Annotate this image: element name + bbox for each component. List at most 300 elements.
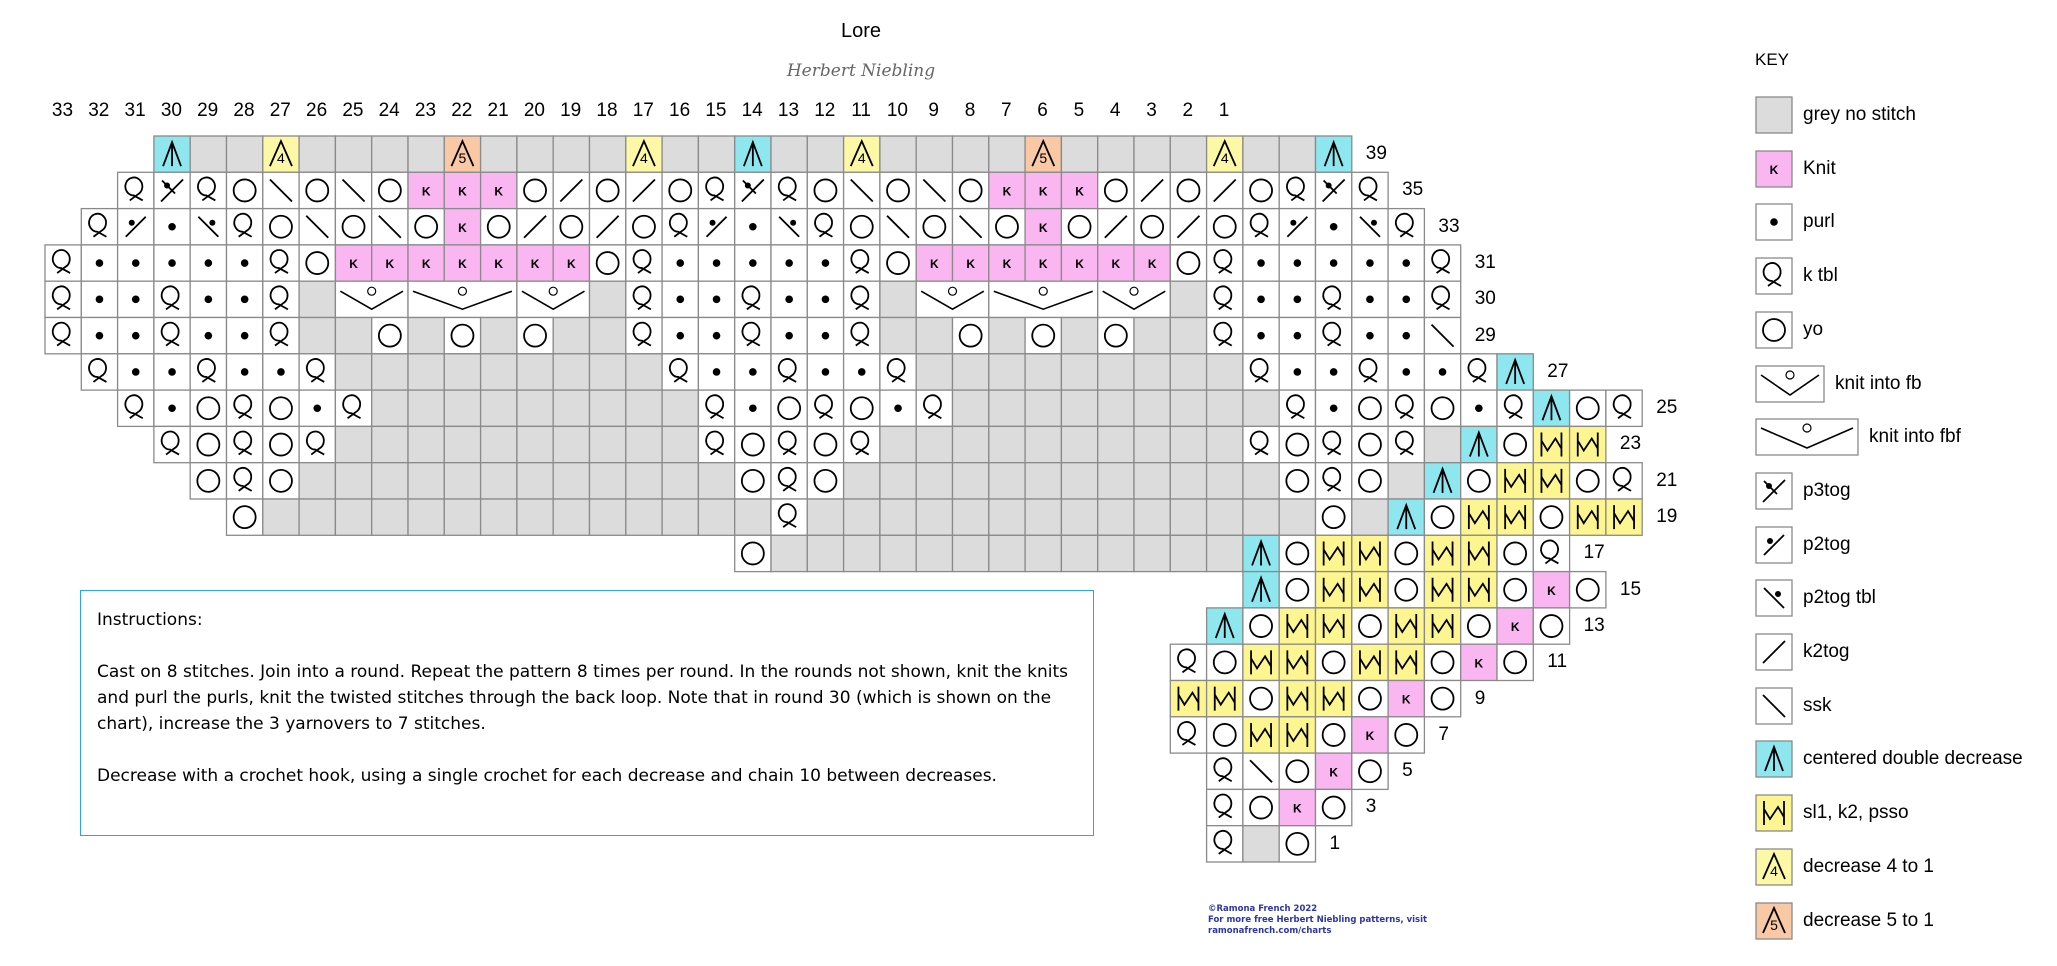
column-number: 16 [669, 100, 691, 121]
stitch-cell [1243, 209, 1279, 245]
row-label: 17 [1583, 542, 1605, 564]
stitch-cell [154, 281, 190, 317]
chart-row [154, 136, 1352, 172]
column-number: 21 [487, 100, 509, 121]
stitch-cell [190, 172, 226, 208]
stitch-cell [807, 463, 843, 499]
stitch-cell [1170, 281, 1206, 317]
stitch-cell [1497, 499, 1533, 535]
stitch-cell [735, 172, 771, 208]
row-label: 27 [1547, 360, 1569, 382]
stitch-cell [227, 136, 263, 172]
stitch-cell [263, 209, 299, 245]
stitch-cell [807, 390, 843, 426]
stitch-cell [1134, 463, 1170, 499]
stitch-cell [698, 172, 734, 208]
stitch-cell [662, 136, 698, 172]
stitch-cell [590, 463, 626, 499]
column-number: 29 [197, 100, 219, 121]
stitch-cell [1352, 354, 1388, 390]
row-label: 33 [1438, 215, 1460, 237]
row-label: 5 [1402, 760, 1413, 782]
knit-letter: K [1075, 257, 1084, 272]
stitch-cell [263, 354, 299, 390]
stitch-cell [517, 354, 553, 390]
stitch-cell [844, 390, 880, 426]
column-number: 10 [886, 100, 908, 121]
key-label: k tbl [1803, 265, 1838, 287]
stitch-cell [953, 426, 989, 462]
stitch-cell [1424, 681, 1460, 717]
key-label: decrease 4 to 1 [1803, 855, 1934, 877]
stitch-cell [481, 318, 517, 354]
stitch-cell [989, 535, 1025, 571]
stitch-cell [771, 390, 807, 426]
stitch-cell [1170, 209, 1206, 245]
stitch-cell [1061, 426, 1097, 462]
stitch-cell [662, 245, 698, 281]
stitch-cell [1497, 608, 1533, 644]
knit-letter: K [1293, 801, 1302, 816]
stitch-cell [953, 535, 989, 571]
stitch-cell [1533, 572, 1569, 608]
stitch-cell [735, 535, 771, 571]
column-number: 7 [1001, 100, 1012, 121]
stitch-cell [916, 535, 952, 571]
stitch-cell [1316, 136, 1352, 172]
stitch-cell [1497, 572, 1533, 608]
stitch-cell [1170, 172, 1206, 208]
stitch-cell [698, 136, 734, 172]
stitch-cell [1279, 608, 1315, 644]
stitch-cell [1207, 681, 1243, 717]
stitch-cell [880, 209, 916, 245]
stitch-cell [263, 281, 299, 317]
stitch-cell [517, 390, 553, 426]
stitch-cell [626, 426, 662, 462]
stitch-cell [1424, 354, 1460, 390]
stitch-cell [444, 318, 480, 354]
knit-letter: K [1329, 765, 1338, 780]
stitch-cell [1207, 753, 1243, 789]
stitch-cell [844, 463, 880, 499]
stitch-cell [1316, 572, 1352, 608]
stitch-cell [517, 136, 553, 172]
stitch-cell [1316, 281, 1352, 317]
key-label: grey no stitch [1803, 104, 1916, 125]
column-number: 20 [523, 100, 545, 121]
stitch-cell [1388, 354, 1424, 390]
stitch-cell [771, 281, 807, 317]
column-number: 24 [378, 100, 400, 121]
stitch-cell [1461, 354, 1497, 390]
stitch-cell [1207, 136, 1243, 172]
key-symbol [1755, 848, 1793, 886]
stitch-cell [299, 136, 335, 172]
stitch-cell [1098, 499, 1134, 535]
stitch-cell [953, 463, 989, 499]
stitch-cell [1207, 245, 1243, 281]
stitch-cell [844, 535, 880, 571]
stitch-cell [771, 245, 807, 281]
stitch-cell [1134, 136, 1170, 172]
stitch-cell [989, 245, 1025, 281]
stitch-cell [989, 463, 1025, 499]
row-label: 35 [1402, 179, 1424, 201]
stitch-cell [953, 354, 989, 390]
stitch-cell [1570, 463, 1606, 499]
stitch-cell [154, 172, 190, 208]
chart-row [45, 281, 1461, 317]
stitch-cell [698, 245, 734, 281]
stitch-cell [1279, 499, 1315, 535]
column-number: 33 [51, 100, 74, 121]
stitch-cell [844, 209, 880, 245]
stitch-cell [662, 499, 698, 535]
column-number: 13 [777, 100, 800, 121]
stitch-cell [118, 172, 154, 208]
stitch-cell [190, 209, 226, 245]
stitch-cell [118, 354, 154, 390]
stitch-cell [1533, 535, 1569, 571]
chart-row [118, 390, 1643, 426]
chart-row [1207, 789, 1352, 825]
stitch-cell [1279, 390, 1315, 426]
stitch-cell [335, 318, 371, 354]
stitch-cell [154, 390, 190, 426]
stitch-cell [1352, 608, 1388, 644]
key-symbol [1755, 311, 1793, 349]
stitch-cell [807, 354, 843, 390]
stitch-cell [481, 426, 517, 462]
stitch-cell [444, 209, 480, 245]
column-number: 26 [306, 100, 328, 121]
stitch-cell [299, 499, 335, 535]
stitch-cell [1243, 789, 1279, 825]
stitch-cell [1134, 390, 1170, 426]
stitch-cell [1279, 826, 1315, 862]
key-symbol [1755, 472, 1793, 510]
row-label: 11 [1547, 651, 1568, 673]
stitch-cell [880, 172, 916, 208]
stitch-cell [807, 281, 843, 317]
stitch-cell [1170, 499, 1206, 535]
stitch-cell [154, 245, 190, 281]
stitch-cell [481, 172, 517, 208]
column-number: 9 [928, 100, 939, 121]
stitch-cell [408, 209, 444, 245]
key-symbol [1755, 794, 1793, 832]
chart-row [45, 245, 1461, 281]
knit-letter: K [494, 184, 504, 199]
stitch-cell [190, 354, 226, 390]
knit-letter: K [458, 184, 467, 199]
key-symbol [1755, 526, 1793, 564]
stitch-cell [372, 136, 408, 172]
stitch-cell [1388, 209, 1424, 245]
stitch-cell [1352, 644, 1388, 680]
chart-row [190, 463, 1642, 499]
chart-row [1207, 608, 1570, 644]
stitch-cell [1243, 318, 1279, 354]
stitch-cell [1243, 463, 1279, 499]
stitch-cell [1279, 209, 1315, 245]
column-number: 12 [814, 100, 836, 121]
column-number: 1 [1218, 100, 1230, 121]
stitch-cell [1025, 499, 1061, 535]
knit-letter: K [458, 220, 467, 235]
stitch-cell [735, 318, 771, 354]
stitch-cell [1570, 390, 1606, 426]
knit-letter: K [349, 257, 358, 272]
stitch-cell [1098, 354, 1134, 390]
stitch-cell [844, 318, 880, 354]
stitch-cell [1388, 644, 1424, 680]
stitch-cell [1061, 136, 1097, 172]
stitch-cell [807, 245, 843, 281]
dec-number: 4 [857, 150, 866, 167]
column-number: 19 [560, 100, 582, 121]
stitch-cell [1025, 426, 1061, 462]
stitch-cell [372, 463, 408, 499]
stitch-cell [444, 245, 480, 281]
key-label: purl [1803, 211, 1835, 233]
knit-letter: K [966, 257, 975, 272]
stitch-cell [553, 245, 589, 281]
key-label: p2tog [1803, 533, 1851, 555]
stitch-cell [1424, 535, 1460, 571]
row-label: 23 [1619, 433, 1642, 455]
stitch-cell [953, 390, 989, 426]
stitch-cell [444, 172, 480, 208]
stitch-cell [771, 136, 807, 172]
stitch-cell [698, 463, 734, 499]
stitch-cell [1424, 390, 1460, 426]
stitch-cell [553, 463, 589, 499]
row-label: 29 [1474, 324, 1496, 346]
stitch-cell [916, 354, 952, 390]
column-number: 4 [1109, 100, 1121, 121]
stitch-cell [953, 245, 989, 281]
stitch-cell [118, 318, 154, 354]
stitch-cell [626, 390, 662, 426]
stitch-cell [1316, 390, 1352, 426]
dec-number: 5 [1039, 150, 1048, 167]
stitch-cell [1134, 499, 1170, 535]
stitch-cell [553, 354, 589, 390]
stitch-cell [1025, 535, 1061, 571]
stitch-cell [1098, 209, 1134, 245]
stitch-cell [1279, 535, 1315, 571]
column-number: 31 [124, 100, 146, 121]
stitch-cell [1316, 463, 1352, 499]
stitch-cell [1170, 245, 1206, 281]
stitch-cell [880, 499, 916, 535]
stitch-cell [299, 463, 335, 499]
stitch-cell [844, 426, 880, 462]
stitch-cell [1570, 499, 1606, 535]
stitch-cell [227, 354, 263, 390]
stitch-cell [662, 318, 698, 354]
chart-row [154, 426, 1606, 462]
stitch-cell [844, 499, 880, 535]
stitch-cell [1243, 390, 1279, 426]
stitch-cell [953, 136, 989, 172]
chart-row [81, 209, 1424, 245]
stitch-cell [408, 499, 444, 535]
stitch-cell [1061, 354, 1097, 390]
stitch-cell [1424, 644, 1460, 680]
stitch-cell [1098, 245, 1134, 281]
stitch-cell [771, 463, 807, 499]
stitch-cell [1134, 535, 1170, 571]
stitch-cell [299, 172, 335, 208]
column-number: 17 [632, 100, 654, 121]
stitch-cell [590, 281, 626, 317]
stitch-cell [1207, 390, 1243, 426]
stitch-cell [590, 390, 626, 426]
stitch-cell [880, 136, 916, 172]
stitch-cell [735, 281, 771, 317]
stitch-cell [408, 463, 444, 499]
stitch-cell [299, 245, 335, 281]
stitch-cell [299, 318, 335, 354]
column-number: 2 [1182, 100, 1194, 121]
stitch-cell [1424, 608, 1460, 644]
stitch-cell [408, 318, 444, 354]
key-title: KEY [1755, 50, 1790, 69]
stitch-cell [1170, 390, 1206, 426]
stitch-cell [444, 463, 480, 499]
column-number: 5 [1073, 100, 1085, 121]
stitch-cell [662, 172, 698, 208]
stitch-cell [1497, 463, 1533, 499]
stitch-cell [1061, 245, 1097, 281]
stitch-cell [45, 281, 81, 317]
key-label: p3tog [1803, 479, 1851, 501]
stitch-cell [1207, 209, 1243, 245]
stitch-cell [1279, 572, 1315, 608]
knit-letter: K [1002, 257, 1012, 272]
stitch-cell [1388, 535, 1424, 571]
dec-number: 4 [640, 150, 648, 167]
stitch-cell [1352, 426, 1388, 462]
key-label: knit into fbf [1869, 426, 1961, 448]
stitch-cell [771, 318, 807, 354]
stitch-cell [81, 318, 117, 354]
stitch-cell [1279, 426, 1315, 462]
stitch-cell [590, 354, 626, 390]
stitch-cell [1533, 463, 1569, 499]
stitch-cell [154, 318, 190, 354]
instructions-para-1: Cast on 8 stitches. Join into a round. Repeat the pattern 8 times per round. In the rounds not shown, knit the knits and purl the purls, knit the twisted stitches through the back loop. Note that in round 30 (which is shown on the chart), increase the 3 yarnovers to 7 stitches. [97, 662, 1069, 734]
stitch-cell [735, 426, 771, 462]
stitch-cell [81, 354, 117, 390]
column-number: 15 [705, 100, 727, 121]
key-symbol [1755, 740, 1793, 778]
stitch-cell [1170, 426, 1206, 462]
key-symbol [1755, 257, 1793, 295]
stitch-cell [880, 426, 916, 462]
stitch-cell [1424, 499, 1460, 535]
stitch-cell [1243, 572, 1279, 608]
stitch-cell [190, 390, 226, 426]
stitch-cell [989, 318, 1025, 354]
stitch-cell [517, 245, 553, 281]
stitch-cell [1061, 318, 1097, 354]
stitch-cell [1243, 826, 1279, 862]
stitch-cell [1316, 644, 1352, 680]
stitch-cell [1243, 717, 1279, 753]
stitch-cell [517, 426, 553, 462]
knit-letter: K [385, 257, 395, 272]
stitch-cell [916, 209, 952, 245]
chart-row [1207, 753, 1389, 789]
stitch-cell [1061, 535, 1097, 571]
stitch-cell [989, 209, 1025, 245]
stitch-cell [1352, 681, 1388, 717]
stitch-cell [517, 281, 590, 317]
chart-row [1170, 644, 1533, 680]
stitch-cell [154, 209, 190, 245]
stitch-cell [1424, 281, 1460, 317]
chart-row [227, 499, 1643, 535]
stitch-cell [1243, 681, 1279, 717]
stitch-cell [1424, 463, 1460, 499]
key-label: ssk [1803, 694, 1832, 716]
stitch-cell [1207, 281, 1243, 317]
stitch-cell [1134, 209, 1170, 245]
stitch-cell [299, 426, 335, 462]
stitch-cell [1388, 608, 1424, 644]
stitch-cell [1388, 681, 1424, 717]
row-label: 7 [1438, 723, 1449, 745]
stitch-cell [154, 426, 190, 462]
stitch-cell [1388, 245, 1424, 281]
stitch-cell [1606, 390, 1642, 426]
key-label: decrease 5 to 1 [1803, 909, 1934, 931]
stitch-cell [517, 499, 553, 535]
stitch-cell [1243, 172, 1279, 208]
stitch-cell [1061, 209, 1097, 245]
stitch-cell [1316, 354, 1352, 390]
stitch-cell [481, 209, 517, 245]
column-number: 32 [88, 100, 110, 121]
stitch-cell [989, 172, 1025, 208]
stitch-cell [880, 354, 916, 390]
stitch-cell [408, 426, 444, 462]
stitch-cell [118, 390, 154, 426]
stitch-cell [735, 354, 771, 390]
stitch-cell [626, 318, 662, 354]
stitch-cell [626, 172, 662, 208]
stitch-cell [1207, 644, 1243, 680]
column-number: 8 [964, 100, 976, 121]
stitch-cell [227, 172, 263, 208]
credit-line-3: ramonafrench.com/charts [1208, 926, 1332, 936]
stitch-cell [1388, 463, 1424, 499]
stitch-cell [771, 209, 807, 245]
chart-row [1207, 826, 1316, 862]
stitch-cell [807, 318, 843, 354]
stitch-cell [263, 136, 299, 172]
stitch-cell [81, 245, 117, 281]
stitch-cell [1316, 245, 1352, 281]
stitch-cell [1388, 318, 1424, 354]
stitch-cell [1243, 535, 1279, 571]
column-number: 14 [741, 100, 763, 121]
stitch-cell [335, 354, 371, 390]
